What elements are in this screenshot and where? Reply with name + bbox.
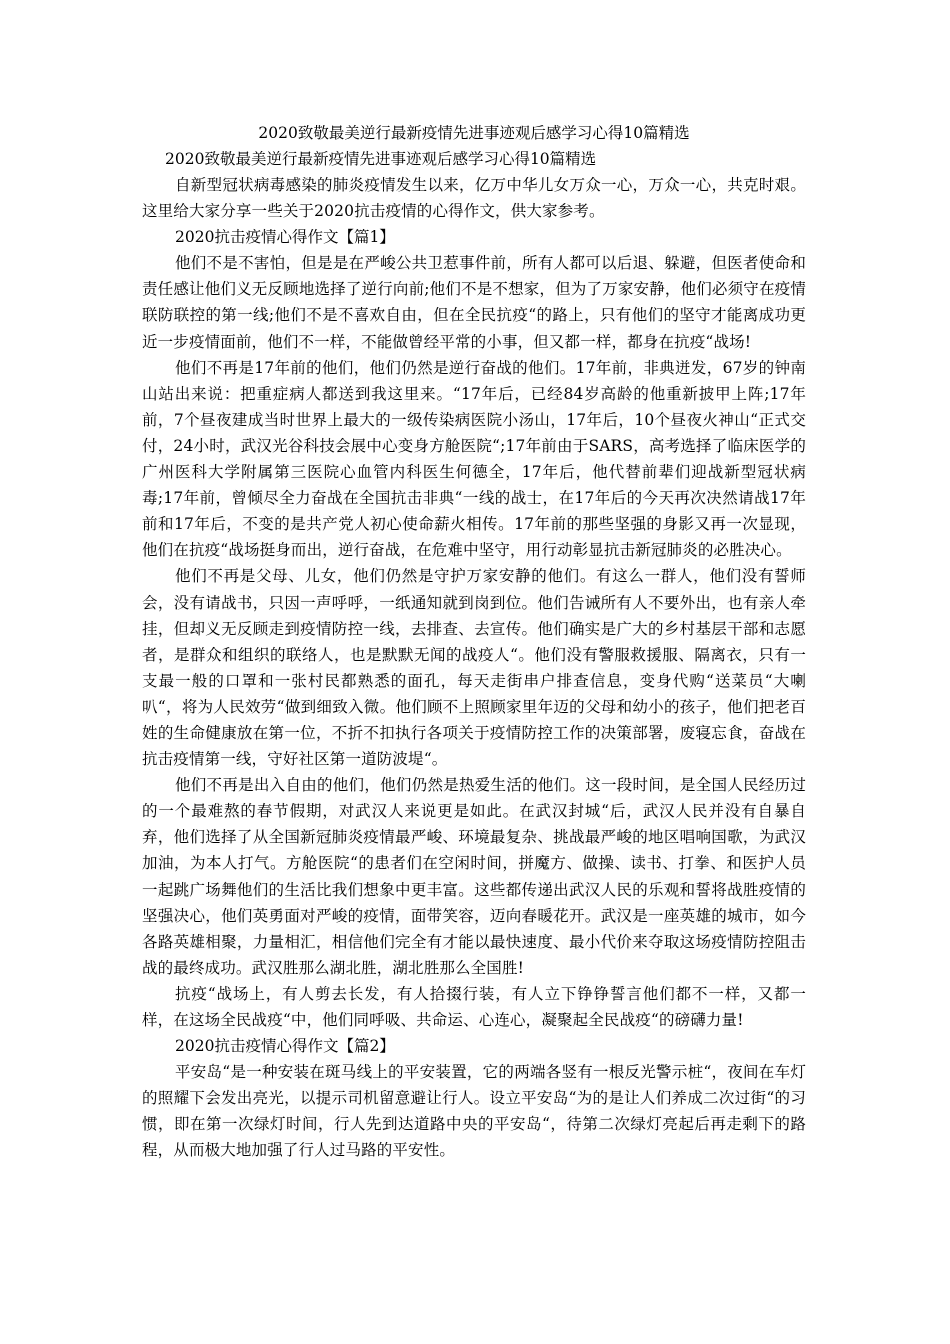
section-1-paragraph-3: 他们不再是父母、儿女，他们仍然是守护万家安静的他们。有这么一群人，他们没有誓师会，没有请战书，只因一声呼呼，一纸通知就到岗到位。他们告诫所有人不要外出，也有亲人牵挂，但却义无反顾走到疫情防控一线，去排查、去宣传。他们确实是广大的乡村基层干部和志愿者，是群众和组织的联络人，也是默默无闻的战疫人“。他们没有警服救援服、隔离衣，只有一支最一般的口罩和一张村民都熟悉的面孔，每天走街串户排查信息，变身代购“送菜员“大喇叭“，将为人民效劳“做到细致入微。他们顾不上照顾家里年迈的父母和幼小的孩子，他们把老百姓的生命健康放在第一位，不折不扣执行各项关于疫情防控工作的决策部署，废寝忘食，奋战在抗击疫情第一线，守好社区第一道防波堤“。 — [142, 567, 806, 769]
section-1-paragraph-5: 抗疫“战场上，有人剪去长发，有人拾掇行装，有人立下铮铮誓言他们都不一样，又都一样，在这场全民战疫“中，他们同呼吸、共命运、心连心，凝聚起全民战疫“的磅礴力量! — [142, 984, 806, 1029]
section-2-paragraph-1: 平安岛“是一种安装在斑马线上的平安装置，它的两端各竖有一根反光警示桩“，夜间在车灯的照耀下会发出亮光，以提示司机留意避让行人。设立平安岛“为的是让人们养成二次过街“的习惯，即在第一次绿灯时间，行人先到达道路中央的平安岛“，待第二次绿灯亮起后再走剩下的路程，从而极大地加强了行人过马路的平安性。 — [142, 1063, 806, 1160]
document-title: 2020致敬最美逆行最新疫情先进事迹观后感学习心得10篇精选 — [258, 124, 690, 142]
intro-paragraph: 自新型冠状病毒感染的肺炎疫情发生以来，亿万中华儿女万众一心，万众一心，共克时艰。这里给大家分享一些关于2020抗击疫情的心得作文，供大家参考。 — [142, 176, 806, 221]
document-subtitle: 2020致敬最美逆行最新疫情先进事迹观后感学习心得10篇精选 — [165, 150, 597, 168]
section-1-paragraph-4: 他们不再是出入自由的他们，他们仍然是热爱生活的他们。这一段时间，是全国人民经历过的一个最难熬的春节假期，对武汉人来说更是如此。在武汉封城“后，武汉人民并没有自暴自弃，他们选择了从全国新冠肺炎疫情最严峻、环境最复杂、挑战最严峻的地区唱响国歌，为武汉加油，为本人打气。方舱医院“的患者们在空闲时间，拼魔方、做操、读书、打拳、和医护人员一起跳广场舞他们的生活比我们想象中更丰富。这些都传递出武汉人民的乐观和誓将战胜疫情的坚强决心，他们英勇面对严峻的疫情，面带笑容，迈向春暖花开。武汉是一座英雄的城市，如今各路英雄相聚，力量相汇，相信他们完全有才能以最快速度、最小代价来夺取这场疫情防控阻击战的最终成功。武汉胜那么湖北胜，湖北胜那么全国胜! — [142, 776, 806, 977]
section-heading-2: 2020抗击疫情心得作文【篇2】 — [175, 1037, 395, 1056]
section-1-paragraph-2: 他们不再是17年前的他们，他们仍然是逆行奋战的他们。17年前，非典迸发，67岁的钟南山站出来说：把重症病人都送到我这里来。“17年后，已经84岁高龄的他重新披甲上阵;17年前，7个昼夜建成当时世界上最大的一级传染病医院小汤山，17年后，10个昼夜火神山“正式交付，24小时，武汉光谷科技会展中心变身方舱医院“;17年前由于SARS，高考选择了临床医学的广州医科大学附属第三医院心血管内科医生何德全，17年后，他代替前辈们迎战新型冠状病毒;17年前，曾倾尽全力奋战在全国抗击非典“一线的战士，在17年后的今天再次决然请战17年前和17年后，不变的是共产党人初心使命薪火相传。17年前的那些坚强的身影又再一次显现，他们在抗疫“战场挺身而出，逆行奋战，在危难中坚守，用行动彰显抗击新冠肺炎的必胜决心。 — [142, 358, 806, 560]
section-heading-1: 2020抗击疫情心得作文【篇1】 — [175, 228, 395, 247]
document-page — [142, 120, 806, 1164]
section-1-paragraph-1: 他们不是不害怕，但是是在严峻公共卫惹事件前，所有人都可以后退、躲避，但医者使命和责任感让他们义无反顾地选择了逆行向前;他们不是不想家，但为了万家安静，他们必须守在疫情联防联控的第一线;他们不是不喜欢自由，但在全民抗疫“的路上，只有他们的坚守才能离成功更近一步疫情面前，他们不一样，不能做曾经平常的小事，但又都一样，都身在抗疫“战场! — [142, 254, 806, 351]
